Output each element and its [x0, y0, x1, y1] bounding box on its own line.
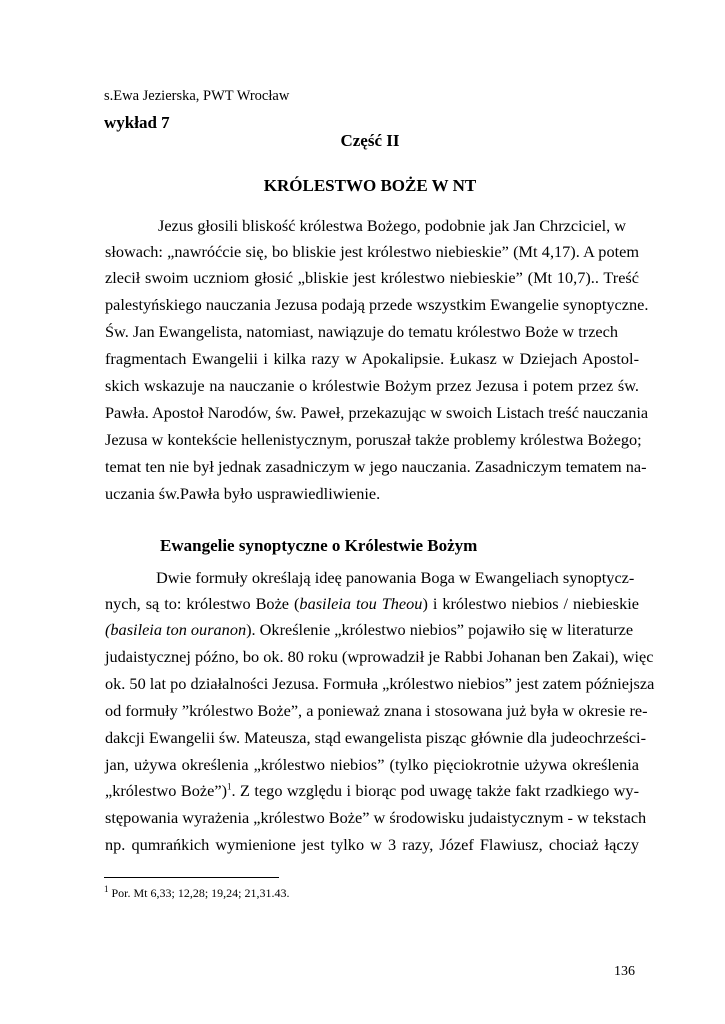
paragraph-line: słowach: „nawróćcie się, bo bliskie jest królestwo niebieskie” (Mt 4,17). A potem — [105, 242, 639, 261]
paragraph-line: Św. Jan Ewangelista, natomiast, nawiązuje do tematu królestwo Boże w trzech — [105, 322, 619, 341]
paragraph-line: Pawła. Apostoł Narodów, św. Paweł, przekazując w swoich Listach treść nauczania — [105, 403, 649, 422]
document-title: KRÓLESTWO BOŻE W NT — [263, 176, 477, 195]
paragraph-line: (basileia ton ouranon). Określenie „królestwo niebios” pojawiło się w literaturze — [105, 620, 634, 639]
paragraph-line: od formuły ”królestwo Boże”, a ponieważ znana i stosowana już była w okresie re- — [105, 701, 648, 720]
paragraph-line: Dwie formuły określają ideę panowania Boga w Ewangeliach synoptycz- — [156, 568, 635, 587]
footnote-reference[interactable]: 1 — [227, 781, 232, 792]
section-heading: Ewangelie synoptyczne o Królestwie Bożym — [160, 536, 478, 555]
greek-term: (basileia ton ouranon — [105, 620, 247, 639]
author-line: s.Ewa Jezierska, PWT Wrocław — [104, 88, 290, 104]
paragraph-line: „królestwo Boże”)$^1$. Z tego względu i biorąc pod uwagę także fakt rzadkiego wy- — [105, 781, 639, 800]
paragraph-line: fragmentach Ewangelii i kilka razy w Apokalipsie. Łukasz w Dziejach Apostol- — [105, 349, 639, 368]
paragraph-line: dakcji Ewangelii św. Mateusza, stąd ewangelista pisząc głównie dla judeochrześci- — [105, 728, 647, 747]
paragraph-line: zlecił swoim uczniom głosić „bliskie jest królestwo niebieskie” (Mt 10,7).. Treść — [105, 268, 639, 287]
paragraph-line: judaistycznej późno, bo ok. 80 roku (wprowadził je Rabbi Johanan ben Zakai), więc — [105, 647, 654, 666]
paragraph-line: Jezusa w kontekście hellenistycznym, poruszał także problemy królestwa Bożego; — [105, 430, 642, 449]
lecture-number: wykład 7 — [104, 113, 170, 132]
page-number: 136 — [614, 964, 635, 979]
paragraph-line: ok. 50 lat po działalności Jezusa. Formuła „królestwo niebios” jest zatem późniejsza — [105, 674, 655, 693]
greek-term: basileia tou Theou — [299, 594, 423, 613]
paragraph-line: stępowania wyrażenia „królestwo Boże” w środowisku judaistycznym - w tekstach — [105, 808, 647, 827]
paragraph-line: palestyńskiego nauczania Jezusa podają przede wszystkim Ewangelie synoptyczne. — [105, 295, 649, 314]
paragraph-line: nych, są to: królestwo Boże (basileia tou Theou) i królestwo niebios / niebieskie — [105, 594, 640, 613]
paragraph-line: skich wskazuje na nauczanie o królestwie Bożym przez Jezusa i potem przez św. — [105, 376, 639, 395]
paragraph-line: jan, używa określenia „królestwo niebios” (tylko pięciokrotnie używa określenia — [105, 755, 639, 774]
footnote-divider — [104, 877, 279, 878]
paragraph-line: np. qumrańkich wymienione jest tylko w 3 razy, Józef Flawiusz, chociaż łączy — [105, 835, 639, 854]
footnote: $^1$ Por. Mt 6,33; 12,28; 19,24; 21,31.43. — [104, 884, 290, 900]
paragraph-line: temat ten nie był jednak zasadniczym w jego nauczania. Zasadniczym tematem na- — [105, 457, 647, 476]
part-heading: Część II — [340, 131, 400, 150]
footnote-marker: 1 — [104, 884, 109, 894]
paragraph-line: Jezus głosili bliskość królestwa Bożego, podobnie jak Jan Chrzciciel, w — [158, 216, 626, 235]
paragraph-line: uczania św.Pawła było usprawiedliwienie. — [105, 484, 381, 503]
